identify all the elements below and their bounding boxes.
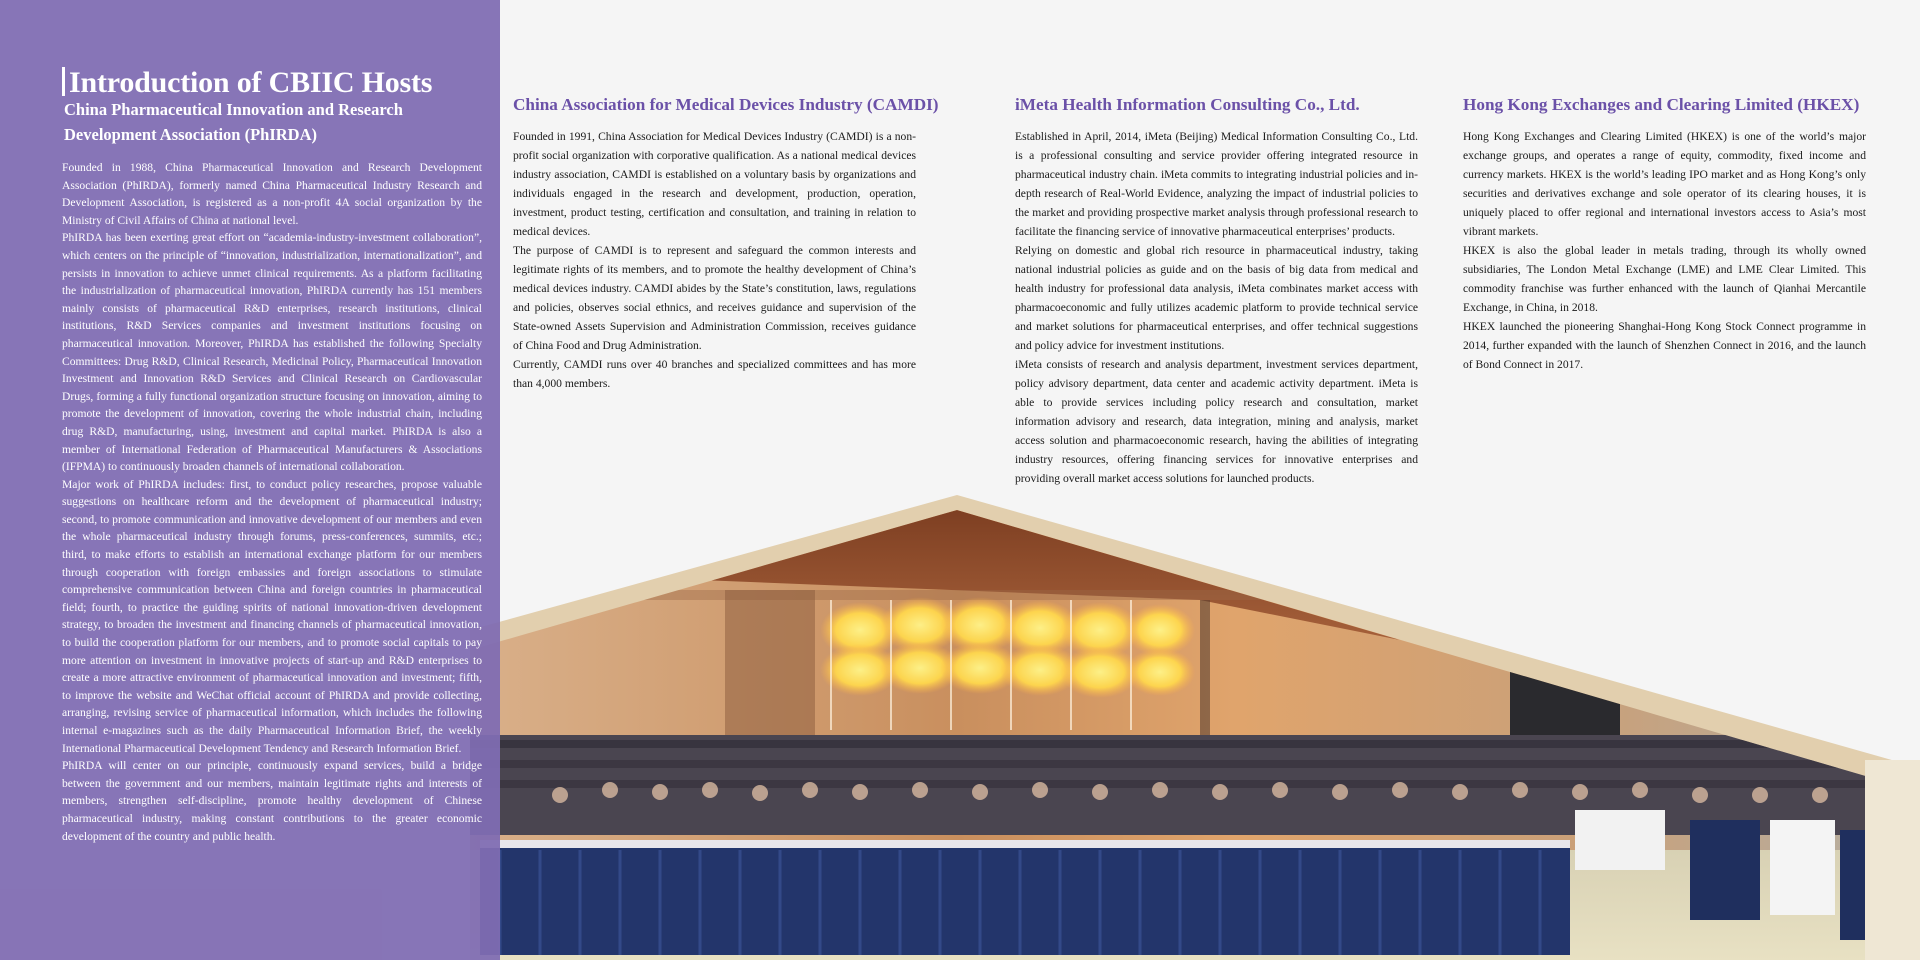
imeta-paragraph: iMeta consists of research and analysis department, investment services department, policy advisory department, data center and academic activity department. iMeta is able to provide services including policy research and consultation, market information advisory and research, data integration, mining and analysis, market access solution and pharmacoeconomic research, having the abilities of integrating industry resources, offering financing services for innovative enterprises and providing overall market access solutions for launched products. <box>1015 358 1418 485</box>
imeta-body <box>1015 127 1418 488</box>
imeta-paragraph: Relying on domestic and global rich resource in pharmaceutical industry, taking national industrial policies as guide and on the basis of big data from medical and health industry for professional data analysis, iMeta combinates market access with pharmacoeconomic and fully utilizes academic platform to provide technical service and market solutions for pharmaceutical enterprises, and offer technical suggestions and policy advice for investment institutions. <box>1015 244 1418 352</box>
hkex-heading: Hong Kong Exchanges and Clearing Limited (HKEX) <box>1463 95 1860 114</box>
imeta-section <box>1015 93 1418 488</box>
camdi-heading: China Association for Medical Devices Industry (CAMDI) <box>513 95 939 114</box>
hkex-paragraph: HKEX launched the pioneering Shanghai-Hong Kong Stock Connect programme in 2014, further expanded with the launch of Shenzhen Connect in 2016, and the launch of Bond Connect in 2017. <box>1463 320 1866 371</box>
phirda-paragraph: PhIRDA will center on our principle, continuously expand services, build a bridge between the government and our members, maintain legitimate rights and interests of members, strengthen self-discipline, promote healthy development of Chinese pharmaceutical industry, making constant contributions to the greater economic development of the country and public health. <box>62 759 482 843</box>
hkex-paragraph: Hong Kong Exchanges and Clearing Limited (HKEX) is one of the world’s major exchange groups, and operates a range of equity, commodity, fixed income and currency markets. HKEX is the world’s leading IPO market and as Hong Kong’s only securities and derivatives exchange and sole operator of its clearing houses, it is uniquely placed to offer regional and international investors access to Asia’s most vibrant markets. <box>1463 130 1866 238</box>
camdi-paragraph: Founded in 1991, China Association for Medical Devices Industry (CAMDI) is a non-profit social organization with corporative qualification. As a national medical devices industry association, CAMDI is established on a voluntary basis by organizations and individuals engaged in the research and development, production, operation, investment, product testing, certification and consultation, and training in relation to medical devices. <box>513 130 916 238</box>
camdi-section <box>513 93 939 393</box>
phirda-heading: China Pharmaceutical Innovation and Research Development Association (PhIRDA) <box>64 100 403 144</box>
camdi-paragraph: The purpose of CAMDI is to represent and safeguard the common interests and legitimate rights of its members, and to promote the healthy development of China’s medical devices industry. CAMDI abides by the State’s constitution, laws, regulations and policies, observes social ethnics, and receives guidance and supervision of the State-owned Assets Supervision and Administration Commission, receives guidance of China Food and Drug Administration. <box>513 244 916 352</box>
hkex-body <box>1463 127 1866 374</box>
phirda-paragraph: Founded in 1988, China Pharmaceutical Innovation and Research Development Association (PhIRDA), formerly named China Pharmaceutical Industry Research and Development Association, is registered as a non-profit 4A social organization by the Ministry of Civil Affairs of China at national level. <box>62 161 482 227</box>
phirda-body <box>62 159 482 845</box>
camdi-paragraph: Currently, CAMDI runs over 40 branches and specialized committees and has more than 4,000 members. <box>513 358 916 390</box>
page-title-text: Introduction of CBIIC Hosts <box>69 66 433 100</box>
imeta-paragraph: Established in April, 2014, iMeta (Beijing) Medical Information Consulting Co., Ltd. is a professional consulting and service provider offering integrated resource in pharmaceutical industry chain. iMeta commits to integrating industrial policies and in-depth research of Real-World Evidence, analyzing the impact of industrial policies to the market and providing prospective market analysis through professional research to facilitate the financing service of innovative pharmaceutical enterprises’ products. <box>1015 130 1418 238</box>
conference-photo <box>470 480 1865 960</box>
hkex-paragraph: HKEX is also the global leader in metals trading, through its wholly owned subsidiaries, The London Metal Exchange (LME) and LME Clear Limited. This commodity franchise was further enhanced with the launch of Qianhai Mercantile Exchange, in China, in 2018. <box>1463 244 1866 314</box>
hkex-section <box>1463 93 1866 374</box>
phirda-paragraph: PhIRDA has been exerting great effort on “academia-industry-investment collaboration”, which centers on the principle of “innovation, industrialization, internationalization”, and persists in innovation to achieve unmet clinical requirements. As a platform facilitating the industrialization of pharmaceutical innovation, PhIRDA currently has 151 members mainly consists of pharmaceutical R&D enterprises, research institutions, clinical institutions, R&D Services companies and investment institutions focusing on pharmaceutical innovation. Moreover, PhIRDA has established the following Specialty Committees: Drug R&D, Clinical Research, Medicinal Policy, Pharmaceutical Innovation Investment and Innovation R&D Services and Clinical Research on Cardiovascular Drugs, forming a fully functional organization structure focusing on innovation, aiming to promote the development of innovation, covering the whole industrial chain, including drug R&D, manufacturing, using, investment and capital market. PhIRDA is also a member of International Federation of Pharmaceutical Manufacturers & Associations (IFPMA) to continuously broaden channels of international collaboration. <box>62 231 482 474</box>
title-accent-bar <box>62 67 65 96</box>
page-title <box>62 66 432 100</box>
camdi-body <box>513 127 916 393</box>
imeta-heading: iMeta Health Information Consulting Co., Ltd. <box>1015 95 1360 114</box>
phirda-paragraph: Major work of PhIRDA includes: first, to conduct policy researches, propose valuable suggestions on healthcare reform and the development of pharmaceutical industry; second, to promote communication and innovative development of our members and even the whole pharmaceutical industry through forums, press-conferences, summits, etc.; third, to make efforts to establish an international exchange platform for our members through cooperation with foreign embassies and foreign associations to stimulate comprehensive communication between China and foreign countries in pharmaceutical field; fourth, to practice the guiding spirits of national innovation-driven development strategy, to broaden the investment and financing channels of pharmaceutical innovation, to build the cooperation platform for our members, and to promote social capitals to pay more attention on investment in innovative projects of start-up and R&D enterprises to create a more attractive environment of pharmaceutical innovation and investment; fifth, to improve the website and WeChat official account of PhIRDA and provide collecting, arranging, revising service of pharmaceutical information, which includes the following internal e-magazines such as the daily Pharmaceutical Information Brief, the weekly International Pharmaceutical Development Tendency and Research Information Brief. <box>62 477 482 755</box>
